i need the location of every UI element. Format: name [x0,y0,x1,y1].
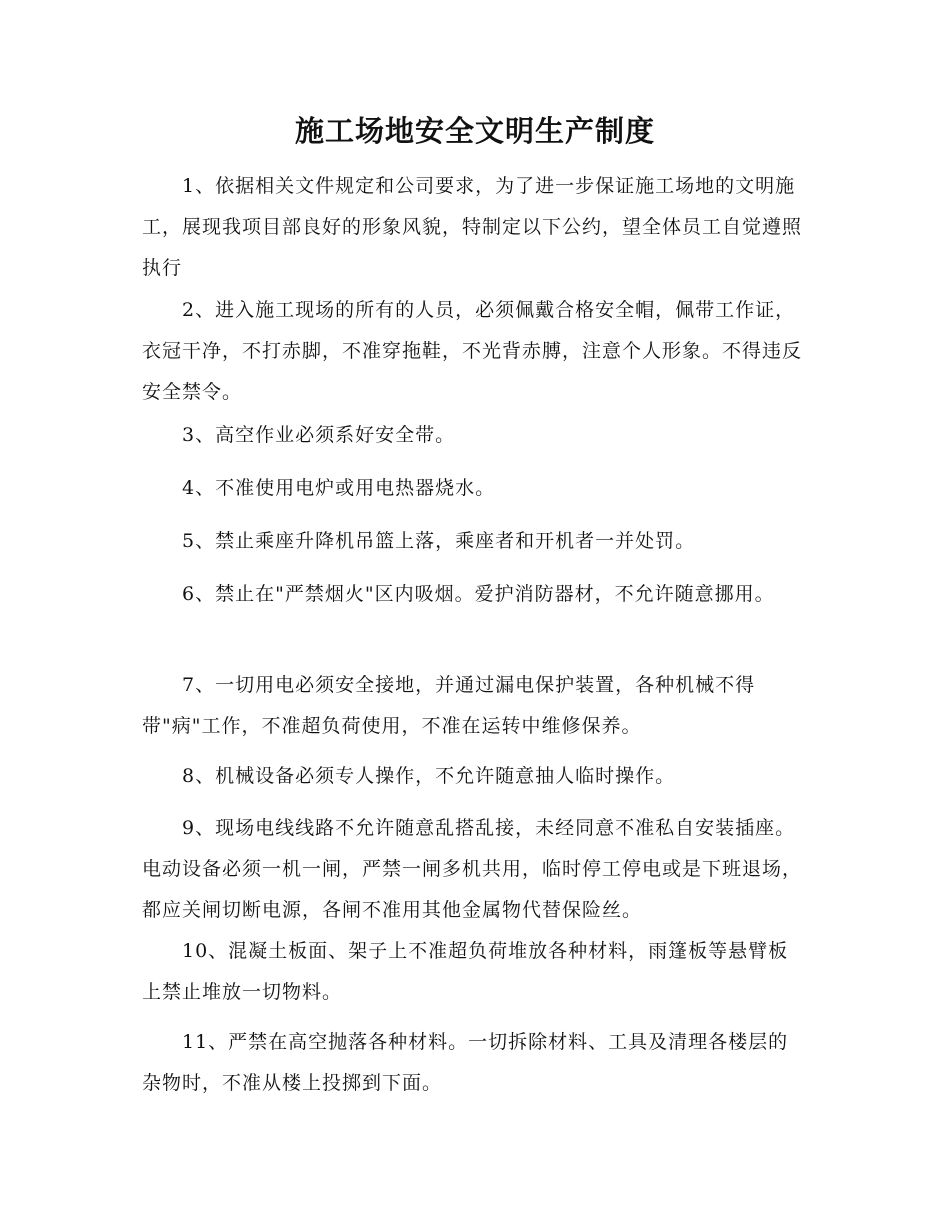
paragraph-10: 10、混凝土板面、架子上不准超负荷堆放各种材料，雨篷板等悬臂板上禁止堆放一切物料。 [142,940,789,1003]
paragraph-8: 8、机械设备必须专人操作，不允许随意抽人临时操作。 [182,765,676,787]
paragraph-5: 5、禁止乘座升降机吊篮上落，乘座者和开机者一并处罚。 [182,530,696,552]
paragraph-6: 6、禁止在"严禁烟火"区内吸烟。爱护消防器材，不允许随意挪用。 [182,583,775,605]
paragraph-11: 11、严禁在高空抛落各种材料。一切拆除材料、工具及清理各楼层的杂物时，不准从楼上投掷到下面。 [142,1031,789,1094]
paragraph-2: 2、进入施工现场的所有的人员，必须佩戴合格安全帽，佩带工作证，衣冠干净，不打赤脚，不准穿拖鞋，不光背赤膊，注意个人形象。不得违反安全禁令。 [142,299,803,403]
paragraph-3: 3、高空作业必须系好安全带。 [182,424,456,446]
document-title: 施工场地安全文明生产制度 [294,114,655,148]
paragraph-4: 4、不准使用电炉或用电热器烧水。 [182,477,496,499]
paragraph-1: 1、依据相关文件规定和公司要求，为了进一步保证施工场地的文明施工，展现我项目部良好的形象风貌，特制定以下公约，望全体员工自觉遵照执行 [142,175,803,279]
paragraph-9: 9、现场电线线路不允许随意乱搭乱接，未经同意不准私自安装插座。电动设备必须一机一闸，严禁一闸多机共用，临时停工停电或是下班退场，都应关闸切断电源，各闸不准用其他金属物代替保险丝。 [142,817,803,921]
paragraph-7: 7、一切用电必须安全接地，并通过漏电保护装置，各种机械不得带"病"工作，不准超负荷使用，不准在运转中维修保养。 [142,674,756,737]
